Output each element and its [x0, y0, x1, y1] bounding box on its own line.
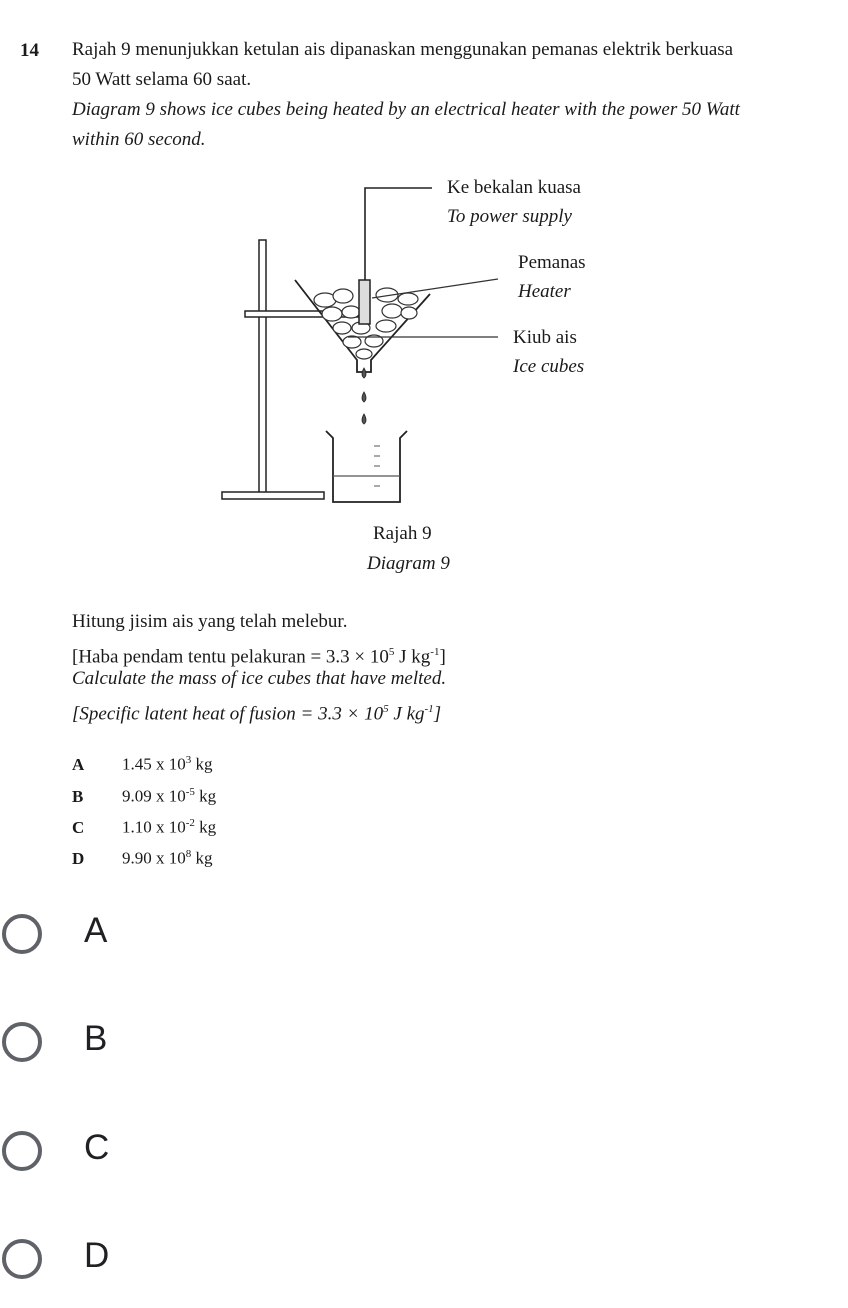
option-b: B 9.09 x $10^{-5}$ kg: [72, 786, 217, 806]
label-power-supply-en: To power supply: [447, 206, 572, 227]
question-text-en-1: Diagram 9 shows ice cubes being heated by an electrical heater with the power 50 Watt: [72, 99, 740, 120]
option-d: D 9.90 x $10^8$ kg: [72, 848, 213, 868]
beaker: [326, 431, 407, 502]
diagram-caption-ms: Rajah 9: [373, 523, 432, 544]
choice-a[interactable]: [0, 897, 848, 977]
radio-button-d[interactable]: [2, 1239, 42, 1279]
question-text-ms-1: Rajah 9 menunjukkan ketulan ais dipanaskan menggunakan pemanas elektrik berkuasa: [72, 39, 734, 60]
prompt-ms: Hitung jisim ais yang telah melebur.: [72, 611, 348, 632]
stand-base: [222, 492, 324, 499]
choice-label-c: C: [84, 1128, 110, 1167]
choice-label-b: B: [84, 1019, 108, 1058]
power-lead: [365, 188, 432, 280]
question-number: 14: [20, 40, 39, 61]
choice-c[interactable]: [0, 1114, 848, 1194]
choice-label-a: A: [84, 911, 108, 950]
choice-label-d: D: [84, 1236, 110, 1275]
label-heater-ms: Pemanas: [518, 252, 586, 273]
radio-button-c[interactable]: [2, 1131, 42, 1171]
question-text-ms-2: 50 Watt selama 60 saat.: [72, 69, 252, 90]
label-power-supply-ms: Ke bekalan kuasa: [447, 177, 581, 198]
choice-d[interactable]: [0, 1222, 848, 1302]
question-text-en-2: within 60 second.: [72, 129, 206, 150]
water-drops: [362, 368, 366, 424]
stand-rod: [259, 240, 266, 494]
option-c: C 1.10 x $10^{-2}$ kg: [72, 817, 217, 837]
radio-button-a[interactable]: [2, 914, 42, 954]
label-ice-en: Ice cubes: [513, 356, 585, 377]
radio-button-b[interactable]: [2, 1022, 42, 1062]
diagram-caption-en: Diagram 9: [367, 553, 450, 574]
choice-b[interactable]: [0, 1005, 848, 1085]
label-heater-en: Heater: [518, 281, 571, 302]
option-a: A 1.45 x $10^3$ kg: [72, 754, 213, 774]
label-ice-ms: Kiub ais: [513, 327, 577, 348]
prompt-en: Calculate the mass of ice cubes that have melted.: [72, 668, 447, 689]
heater: [359, 280, 370, 324]
latent-heat-ms: [Haba pendam tentu pelakuran = $3.3 \times 10^5$ J $kg^{-1}$]: [72, 646, 446, 668]
diagram-heater-ice: [0, 160, 848, 590]
latent-heat-en: [Specific latent heat of fusion = $3.3 \times 10^5$ J $kg^{-1}$]: [72, 703, 442, 725]
